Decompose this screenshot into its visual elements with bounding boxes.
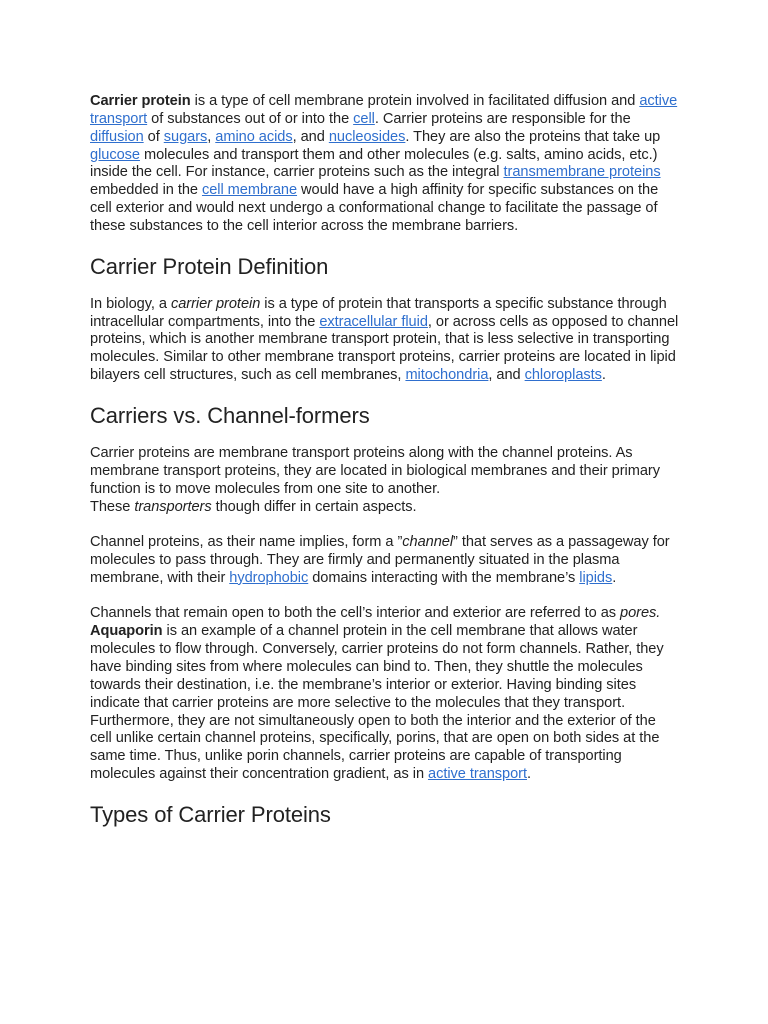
link-chloroplasts[interactable]: chloroplasts [524,367,602,384]
heading-definition: Carrier Protein Definition [90,253,329,279]
link-cell-membrane[interactable]: cell membrane [201,182,298,199]
text-run: molecules and transport them and other molecules (e.g. salts, amino acids, etc.) inside the cell. For instance, carrier proteins such as the integral [90,146,658,181]
link-glucose[interactable]: glucose [90,146,140,163]
text-run: Channel proteins, as their name implies, form a ” [90,534,403,551]
link-hydrophobic[interactable]: hydrophobic [229,569,309,586]
text-run: In biology, a [90,295,171,312]
intro-paragraph [90,93,680,236]
text-run: . [527,766,532,783]
text-run: , or across cells as opposed to channel proteins, which is another membrane transport protein, that is less selective in transporting molecules. Similar to other membrane transport proteins, carrier proteins are located in lipid bilayers cell structures, such as cell membranes, [90,313,679,384]
heading-types-of-carrier-proteins: Types of Carrier Proteins [90,801,331,827]
italic-pores: pores. [620,605,661,622]
text-run: is a type of cell membrane protein involved in facilitated diffusion and [190,93,640,109]
article-body [90,93,680,828]
link-diffusion[interactable]: diffusion [90,128,144,145]
text-run: domains interacting with the membrane’s [308,569,580,586]
vs-paragraph-2 [90,534,680,588]
vs-paragraph-3 [90,605,680,783]
text-run: of substances out of or into the [147,110,354,127]
link-active-transport-2[interactable]: active transport [428,766,528,783]
link-extracellular-fluid[interactable]: extracellular fluid [319,313,428,330]
text-run: These [90,498,135,515]
text-run: would have a high affinity for specific substances on the cell exterior and would next undergo a conformational change to facilitate the passage of these substances to the cell interior across the membrane barriers. [90,182,659,234]
bold-aquaporin: Aquaporin [90,623,163,640]
text-run: . Carrier proteins are responsible for the [374,110,631,127]
text-run: . They are also the proteins that take up [405,128,661,145]
text-run: Carrier proteins are membrane transport proteins along with the channel proteins. As membrane transport proteins, they are located in biological membranes and their primary function is to move molecules from one site to another. [90,444,660,497]
link-cell[interactable]: cell [353,110,375,127]
italic-transporters: transporters [134,498,212,515]
text-run: , and [292,128,329,145]
text-run: of [143,128,164,145]
text-run: , [207,128,216,145]
link-sugars[interactable]: sugars [163,128,208,145]
link-nucleosides[interactable]: nucleosides [328,128,406,145]
term-carrier-protein: Carrier protein [90,93,191,109]
text-run: ” that serves as a passageway for molecules to pass through. They are firmly and permanently situated in the plasma membrane, with their [90,534,670,586]
text-run: . [612,569,617,586]
text-run: Channels that remain open to both the cell’s interior and exterior are referred to as [90,605,621,622]
link-amino-acids[interactable]: amino acids [215,128,293,145]
italic-carrier-protein: carrier protein [170,295,261,312]
vs-paragraph-1 [90,445,680,516]
italic-channel: channel [402,534,454,551]
definition-paragraph [90,296,680,385]
text-run: , and [488,367,525,384]
text-run: is a type of protein that transports a specific substance through intracellular compartments, into the [90,295,667,330]
link-mitochondria[interactable]: mitochondria [405,367,489,384]
link-lipids[interactable]: lipids [579,569,613,586]
text-run: though differ in certain aspects. [211,498,417,515]
link-transmembrane-proteins[interactable]: transmembrane proteins [503,164,661,181]
link-active-transport[interactable]: active transport [90,93,678,127]
heading-carriers-vs-channels: Carriers vs. Channel-formers [90,402,370,428]
text-run: is an example of a channel protein in the cell membrane that allows water molecules to flow through. Conversely, carrier proteins do not form channels. Rather, they have binding sites from where molecules can bind to. Then, they shuttle the molecules towards their destination, i.e. the membrane’s interior or exterior. Having binding sites indicate that carrier proteins are more selective to the molecules that they transport. Furthermore, they are not simultaneously open to both the interior and the exterior of the cell unlike certain channel proteins, specifically, porins, that are open on both sides at the same time. Thus, unlike porin channels, carrier proteins are capable of transporting molecules against their concentration gradient, as in [90,623,664,783]
text-run: . [601,367,606,384]
text-run: embedded in the [90,182,202,199]
